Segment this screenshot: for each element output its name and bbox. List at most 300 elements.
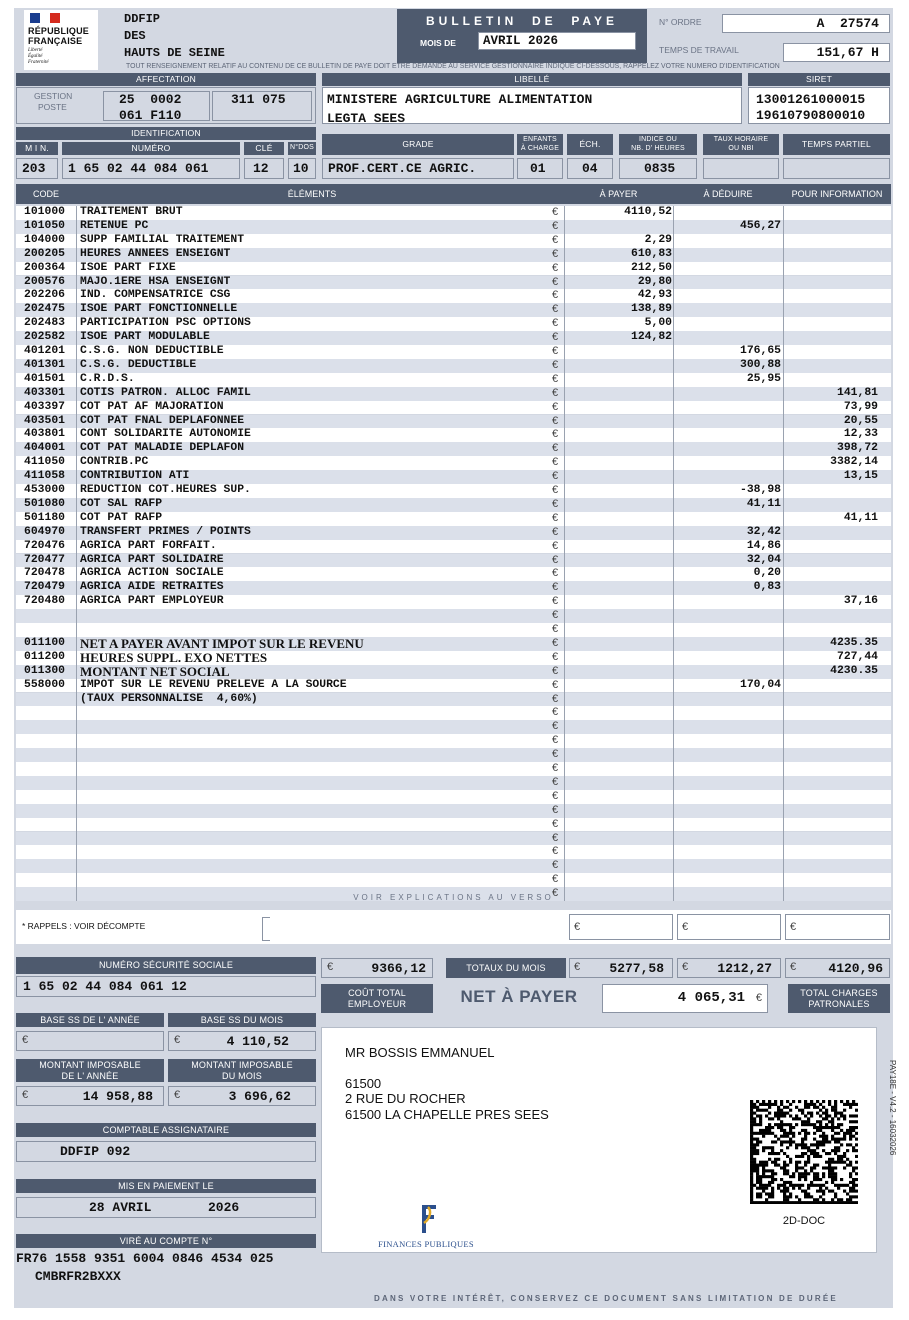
row-payer xyxy=(564,845,672,859)
table-row xyxy=(16,845,891,859)
euro-sign: € xyxy=(552,442,559,455)
cout-total-label: COÛT TOTAL EMPLOYEUR xyxy=(321,984,433,1013)
table-row xyxy=(16,289,891,303)
euro-sign: € xyxy=(552,539,559,552)
row-code: 401301 xyxy=(24,358,66,371)
euro-sign: € xyxy=(552,386,559,399)
row-info xyxy=(783,373,878,387)
euro-sign: € xyxy=(552,456,559,469)
euro-sign: € xyxy=(552,484,559,496)
compte-iban: FR76 1558 9351 6004 0846 4534 025 xyxy=(16,1251,274,1266)
row-payer: 29,80 xyxy=(637,275,672,288)
row-label: HEURES ANNEES ENSEIGNT xyxy=(80,247,231,260)
euro-sign: € xyxy=(552,692,559,705)
row-payer xyxy=(564,665,672,679)
totaux-deduire: 1212,27 xyxy=(717,961,772,976)
table-row xyxy=(16,595,891,609)
row-payer xyxy=(564,567,672,581)
row-info xyxy=(783,859,878,873)
gestion-value: 25 0002 xyxy=(119,92,182,107)
datamatrix-code xyxy=(750,1100,858,1204)
row-label: (TAUX PERSONNALISE 4,60%) xyxy=(80,692,258,705)
table-row xyxy=(16,804,891,818)
row-deduire: 25,95 xyxy=(746,372,781,385)
row-deduire: 176,65 xyxy=(739,345,781,357)
row-payer xyxy=(564,401,672,415)
row-label: COT PAT MALADIE DEPLAFON xyxy=(80,442,245,455)
row-info: 398,72 xyxy=(836,442,878,455)
euro-sign: € xyxy=(552,219,559,232)
row-code xyxy=(24,693,84,707)
org-line1: DDFIP xyxy=(124,12,161,26)
table-row xyxy=(16,220,891,234)
table-row xyxy=(16,415,891,429)
table-row xyxy=(16,637,891,651)
table-row xyxy=(16,609,891,623)
row-label xyxy=(80,859,560,873)
rappels-text: * RAPPELS : VOIR DÉCOMPTE xyxy=(22,921,146,931)
mise-paiement-day: 28 AVRIL xyxy=(89,1200,152,1215)
row-info xyxy=(783,303,878,317)
row-deduire: 456,27 xyxy=(739,219,781,232)
table-row xyxy=(16,401,891,415)
euro-sign: € xyxy=(22,1034,29,1046)
row-label: COTIS PATRON. ALLOC FAMIL xyxy=(80,386,251,399)
base-annee-header: BASE SS DE L' ANNÉE xyxy=(16,1013,164,1027)
row-code xyxy=(24,818,84,832)
row-code xyxy=(24,832,84,846)
euro-sign: € xyxy=(552,803,559,816)
row-deduire xyxy=(673,623,781,637)
table-row xyxy=(16,762,891,776)
euro-sign: € xyxy=(552,470,559,483)
totaux-payer: 5277,58 xyxy=(609,961,664,976)
row-payer: 4110,52 xyxy=(624,206,672,218)
taux-header-line1: TAUX HORAIRE xyxy=(713,136,769,144)
euro-sign: € xyxy=(552,817,559,830)
column-divider xyxy=(783,206,784,901)
euro-sign: € xyxy=(552,775,559,788)
euro-sign: € xyxy=(682,961,689,973)
row-deduire xyxy=(673,706,781,720)
row-code: 411058 xyxy=(24,470,66,483)
row-label: AGRICA PART EMPLOYEUR xyxy=(80,595,224,608)
row-deduire xyxy=(673,665,781,679)
logo-motto2: Égalité xyxy=(28,54,43,59)
row-label xyxy=(80,790,560,804)
row-deduire xyxy=(673,401,781,415)
row-deduire xyxy=(673,317,781,331)
row-code: 200205 xyxy=(24,247,66,260)
row-info xyxy=(783,345,878,359)
table-row xyxy=(16,720,891,734)
secu-header: NUMÉRO SÉCURITÉ SOCIALE xyxy=(16,957,316,974)
row-code xyxy=(24,859,84,873)
row-code: 202483 xyxy=(24,317,66,330)
row-label: COT PAT AF MAJORATION xyxy=(80,400,224,413)
totaux-payer-box xyxy=(569,958,673,978)
row-label: HEURES SUPPL. EXO NETTES xyxy=(80,650,268,665)
row-label xyxy=(80,845,560,859)
euro-sign: € xyxy=(574,961,581,973)
euro-sign: € xyxy=(574,921,581,933)
euro-sign: € xyxy=(552,720,559,733)
row-label: IND. COMPENSATRICE CSG xyxy=(80,289,231,302)
table-row xyxy=(16,262,891,276)
imposable-mois-header-line1: MONTANT IMPOSABLE xyxy=(191,1060,293,1071)
logo-line2: FRANÇAISE xyxy=(28,36,83,46)
address-line2: 2 RUE DU ROCHER xyxy=(345,1091,466,1106)
flag-icon xyxy=(30,13,60,23)
libelle-line2: LEGTA SEES xyxy=(327,111,406,126)
base-annee-box xyxy=(16,1031,164,1051)
row-info xyxy=(783,762,878,776)
row-code: 453000 xyxy=(24,484,66,496)
row-payer: 138,89 xyxy=(630,303,672,316)
temps-label: TEMPS DE TRAVAIL xyxy=(659,45,739,55)
euro-sign: € xyxy=(552,400,559,413)
cle-label: CLÉ xyxy=(244,142,284,155)
temps-partiel-value xyxy=(783,158,890,179)
row-payer xyxy=(564,776,672,790)
euro-sign: € xyxy=(552,345,559,357)
row-info: 20,55 xyxy=(843,414,878,427)
row-label: RETENUE PC xyxy=(80,219,149,232)
enfants-header xyxy=(517,134,563,155)
ech-header: ÉCH. xyxy=(567,134,613,155)
row-label: COT SAL RAFP xyxy=(80,497,163,510)
row-label xyxy=(80,720,560,734)
row-label xyxy=(80,706,560,720)
euro-sign: € xyxy=(552,428,559,441)
row-code: 101000 xyxy=(24,206,66,218)
taux-header xyxy=(703,134,779,155)
table-row xyxy=(16,567,891,581)
row-info xyxy=(783,526,878,540)
mise-paiement-box xyxy=(16,1197,316,1218)
ech-value: 04 xyxy=(567,158,613,179)
table-row xyxy=(16,387,891,401)
ndos-label: N°DOS xyxy=(288,142,316,155)
row-deduire xyxy=(673,428,781,442)
row-label: C.S.G. DEDUCTIBLE xyxy=(80,358,197,371)
voir-verso: VOIR EXPLICATIONS AU VERSO xyxy=(353,893,554,902)
row-deduire: 32,04 xyxy=(746,553,781,566)
table-row xyxy=(16,526,891,540)
row-code: 104000 xyxy=(24,233,66,246)
ndos-value: 10 xyxy=(288,158,316,179)
table-row xyxy=(16,248,891,262)
row-deduire: 0,20 xyxy=(753,567,781,580)
temps-partiel-header: TEMPS PARTIEL xyxy=(783,134,890,155)
comptable-header: COMPTABLE ASSIGNATAIRE xyxy=(16,1123,316,1137)
table-row xyxy=(16,776,891,790)
row-info xyxy=(783,359,878,373)
siret-header: SIRET xyxy=(748,73,890,86)
row-deduire: 300,88 xyxy=(739,358,781,371)
row-payer xyxy=(564,748,672,762)
row-code: 401201 xyxy=(24,345,66,357)
row-label: REDUCTION COT.HEURES SUP. xyxy=(80,484,251,496)
row-info: 37,16 xyxy=(843,595,878,608)
row-payer xyxy=(564,345,672,359)
row-deduire xyxy=(673,651,781,665)
euro-sign: € xyxy=(552,887,559,900)
table-row xyxy=(16,581,891,595)
row-payer: 124,82 xyxy=(630,331,672,344)
row-code: 200364 xyxy=(24,261,66,274)
row-code: 604970 xyxy=(24,525,66,538)
row-code: 403397 xyxy=(24,400,66,413)
poste-value: 061 F110 xyxy=(119,108,182,123)
row-info: 13,15 xyxy=(843,470,878,483)
siret-line2: 19610790800010 xyxy=(756,108,866,123)
row-label xyxy=(80,623,560,637)
col-elements-header: ÉLÉMENTS xyxy=(287,189,337,199)
row-label xyxy=(80,873,560,887)
table-row xyxy=(16,679,891,693)
row-deduire xyxy=(673,748,781,762)
euro-sign: € xyxy=(552,734,559,747)
table-row xyxy=(16,276,891,290)
column-divider xyxy=(76,206,77,901)
row-payer: 42,93 xyxy=(637,289,672,302)
row-label xyxy=(80,832,560,846)
compte-header: VIRÉ AU COMPTE N° xyxy=(16,1234,316,1248)
net-value-box xyxy=(602,984,768,1013)
row-payer: 610,83 xyxy=(630,247,672,260)
imposable-annee-header-line1: MONTANT IMPOSABLE xyxy=(39,1060,141,1071)
row-info xyxy=(783,206,878,220)
row-info xyxy=(783,623,878,637)
row-info: 12,33 xyxy=(843,428,878,441)
euro-sign: € xyxy=(552,289,559,302)
address-line1: 61500 xyxy=(345,1076,382,1091)
row-deduire: 32,42 xyxy=(746,525,781,538)
row-info: 73,99 xyxy=(843,400,878,413)
row-payer xyxy=(564,526,672,540)
comptable-value: DDFIP 092 xyxy=(16,1141,316,1162)
row-payer xyxy=(564,734,672,748)
notice-text: TOUT RENSEIGNEMENT RELATIF AU CONTENU DE CE BULLETIN DE PAYE DOIT ÊTRE DEMANDÉ AU SERVICE GESTIONNAIRE INDIQUÉ CI-DESSOUS, RAPPELEZ VOTRE NUMÉRO D'IDENTIFICATION xyxy=(126,63,780,70)
euro-sign: € xyxy=(552,261,559,274)
row-info xyxy=(783,776,878,790)
col-deduire-header: À DÉDUIRE xyxy=(703,189,753,199)
siret-line1: 13001261000015 xyxy=(756,92,866,107)
row-payer xyxy=(564,693,672,707)
row-deduire xyxy=(673,289,781,303)
euro-sign: € xyxy=(552,789,559,802)
row-deduire xyxy=(673,818,781,832)
col-code-header: CODE xyxy=(32,189,59,199)
row-label: SUPP FAMILIAL TRAITEMENT xyxy=(80,233,245,246)
row-deduire xyxy=(673,720,781,734)
ordre-value: A 27574 xyxy=(722,14,890,33)
table-row xyxy=(16,470,891,484)
euro-sign: € xyxy=(552,497,559,510)
row-label xyxy=(80,748,560,762)
row-deduire xyxy=(673,456,781,470)
gestion-label2: POSTE xyxy=(38,102,67,112)
euro-sign: € xyxy=(552,567,559,580)
euro-sign: € xyxy=(552,303,559,316)
imposable-mois-box xyxy=(168,1086,316,1106)
row-payer xyxy=(564,554,672,568)
row-label xyxy=(80,762,560,776)
row-label xyxy=(80,776,560,790)
table-row xyxy=(16,303,891,317)
euro-sign: € xyxy=(552,317,559,330)
row-payer xyxy=(564,387,672,401)
table-row xyxy=(16,359,891,373)
republique-logo xyxy=(24,10,98,70)
euro-sign: € xyxy=(552,525,559,538)
row-code xyxy=(24,762,84,776)
row-label: C.R.D.S. xyxy=(80,372,135,385)
table-row xyxy=(16,623,891,637)
row-label: PARTICIPATION PSC OPTIONS xyxy=(80,317,251,330)
euro-sign: € xyxy=(552,859,559,872)
row-info: 3382,14 xyxy=(830,456,878,469)
row-label xyxy=(80,804,560,818)
row-code: 501180 xyxy=(24,511,66,524)
row-label: MONTANT NET SOCIAL xyxy=(80,664,230,679)
table-row xyxy=(16,748,891,762)
row-code: 404001 xyxy=(24,442,66,455)
table-row xyxy=(16,790,891,804)
row-payer xyxy=(564,359,672,373)
table-row xyxy=(16,428,891,442)
row-deduire: 170,04 xyxy=(739,678,781,691)
footer-text: DANS VOTRE INTÉRÊT, CONSERVEZ CE DOCUMENT SANS LIMITATION DE DURÉE xyxy=(374,1294,838,1303)
taux-value xyxy=(703,158,779,179)
row-code: 101050 xyxy=(24,219,66,232)
table-row xyxy=(16,665,891,679)
row-info xyxy=(783,276,878,290)
row-info xyxy=(783,832,878,846)
row-code: 501080 xyxy=(24,497,66,510)
row-payer xyxy=(564,720,672,734)
row-deduire xyxy=(673,512,781,526)
row-label: CONT SOLIDARITE AUTONOMIE xyxy=(80,428,251,441)
row-deduire xyxy=(673,859,781,873)
euro-sign: € xyxy=(552,845,559,858)
affectation-header: AFFECTATION xyxy=(16,73,316,86)
charges-label: TOTAL CHARGES PATRONALES xyxy=(788,984,890,1013)
ordre-label: N° ORDRE xyxy=(659,17,702,27)
table-row xyxy=(16,554,891,568)
indice-value: 0835 xyxy=(619,158,697,179)
row-info: 4230.35 xyxy=(830,664,878,677)
row-payer xyxy=(564,373,672,387)
euro-sign: € xyxy=(552,678,559,691)
row-deduire xyxy=(673,637,781,651)
table-row xyxy=(16,456,891,470)
row-payer xyxy=(564,873,672,887)
row-code xyxy=(24,720,84,734)
totaux-info-box xyxy=(785,958,890,978)
euro-sign: € xyxy=(552,372,559,385)
euro-sign: € xyxy=(552,623,559,635)
row-payer xyxy=(564,679,672,693)
row-payer xyxy=(564,595,672,609)
table-row xyxy=(16,818,891,832)
row-info xyxy=(783,498,878,512)
imposable-annee-header-line2: DE L' ANNÉE xyxy=(61,1070,119,1081)
table-row xyxy=(16,859,891,873)
table-row xyxy=(16,317,891,331)
row-code: 720480 xyxy=(24,595,66,608)
row-info: 727,44 xyxy=(836,650,878,663)
row-payer xyxy=(564,832,672,846)
row-deduire xyxy=(673,776,781,790)
imposable-annee-box xyxy=(16,1086,164,1106)
row-info xyxy=(783,734,878,748)
row-code: 202206 xyxy=(24,289,66,302)
row-code: 401501 xyxy=(24,372,66,385)
row-payer xyxy=(564,818,672,832)
table-row xyxy=(16,512,891,526)
identification-header: IDENTIFICATION xyxy=(16,127,316,140)
euro-sign: € xyxy=(552,831,559,844)
row-deduire xyxy=(673,276,781,290)
euro-sign: € xyxy=(552,609,559,622)
row-label: ISOE PART FONCTIONNELLE xyxy=(80,303,238,316)
row-code: 403501 xyxy=(24,414,66,427)
row-payer xyxy=(564,220,672,234)
row-deduire xyxy=(673,873,781,887)
row-deduire xyxy=(673,234,781,248)
table-row xyxy=(16,540,891,554)
col-payer-header: À PAYER xyxy=(599,189,638,199)
org-line2: DES xyxy=(124,29,146,43)
euro-sign: € xyxy=(174,1089,181,1101)
imposable-mois-header-line2: DU MOIS xyxy=(222,1070,262,1081)
euro-sign: € xyxy=(552,247,559,260)
euro-sign: € xyxy=(552,414,559,427)
indice-header-line1: INDICE OU xyxy=(639,136,677,144)
rappel-payer xyxy=(569,914,673,940)
mois-value: AVRIL 2026 xyxy=(478,32,636,50)
euro-sign: € xyxy=(552,553,559,566)
row-label: C.S.G. NON DEDUCTIBLE xyxy=(80,345,224,357)
logo-line1: RÉPUBLIQUE xyxy=(28,26,90,36)
totaux-label: TOTAUX DU MOIS xyxy=(446,958,566,978)
row-deduire xyxy=(673,832,781,846)
numero-value: 1 65 02 44 084 061 xyxy=(62,158,240,179)
row-code xyxy=(24,873,84,887)
indice-header xyxy=(619,134,697,155)
row-code: 011100 xyxy=(24,636,66,649)
datamatrix-label: 2D-DOC xyxy=(782,1215,826,1227)
affectation-extra: 311 075 xyxy=(231,92,286,107)
row-code xyxy=(24,734,84,748)
mise-paiement-year: 2026 xyxy=(208,1200,240,1215)
table-row xyxy=(16,832,891,846)
row-info xyxy=(783,679,878,693)
row-payer: 5,00 xyxy=(644,317,672,330)
euro-sign: € xyxy=(552,748,559,761)
row-label xyxy=(80,734,560,748)
table-row xyxy=(16,331,891,345)
address-line3: 61500 LA CHAPELLE PRES SEES xyxy=(345,1107,549,1122)
euro-sign: € xyxy=(682,921,689,933)
table-row xyxy=(16,498,891,512)
table-row xyxy=(16,345,891,359)
row-label: AGRICA PART FORFAIT. xyxy=(80,539,217,552)
row-deduire xyxy=(673,206,781,220)
row-payer xyxy=(564,859,672,873)
